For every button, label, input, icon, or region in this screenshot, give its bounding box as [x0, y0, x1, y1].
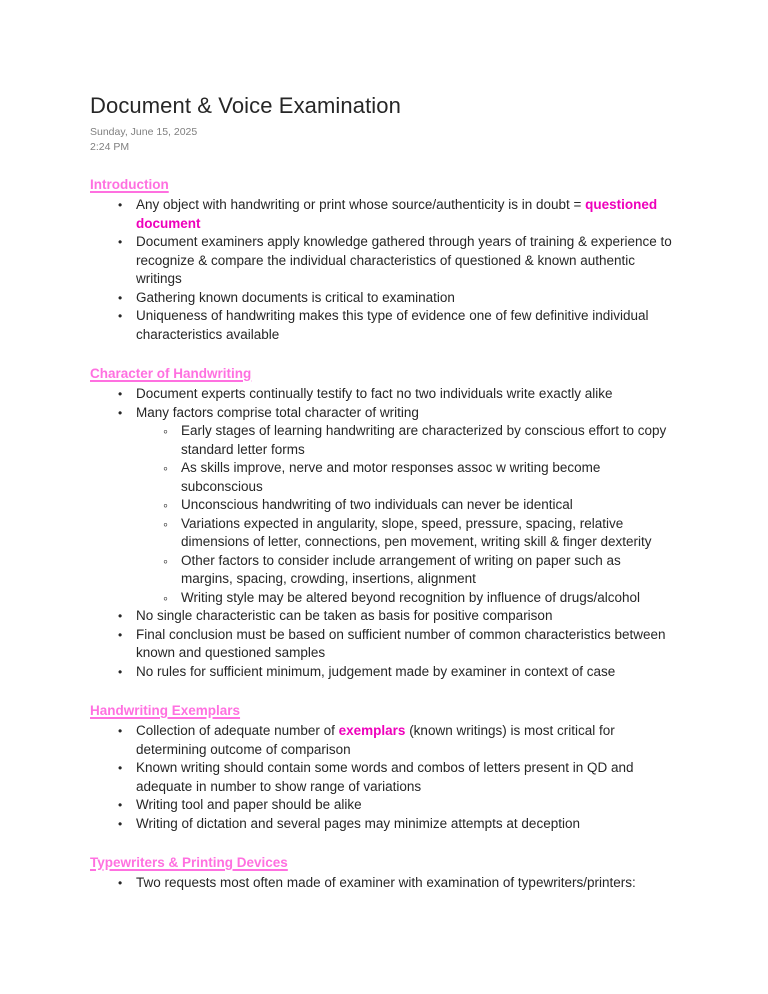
section — [90, 364, 676, 681]
bullet-list — [90, 874, 676, 893]
section-heading: Introduction — [90, 177, 169, 192]
note-date: Sunday, June 15, 2025 — [90, 126, 198, 138]
list-item-text — [136, 663, 676, 682]
list-item — [118, 663, 676, 682]
list-item-text — [136, 307, 676, 344]
text-segment: Uniqueness of handwriting makes this type of evidence one of few definitive individual characteristics available — [136, 308, 649, 342]
list-item — [118, 759, 676, 796]
bullet-level1-icon: • — [118, 235, 123, 249]
list-item-text — [136, 722, 676, 759]
list-item — [118, 607, 676, 626]
text-segment: Final conclusion must be based on sufficient number of common characteristics between known and questioned samples — [136, 626, 666, 660]
note-time: 2:24 PM — [90, 141, 130, 153]
list-item-text — [136, 289, 676, 308]
section — [90, 853, 676, 893]
list-item — [118, 404, 676, 423]
text-segment: Variations expected in angularity, slope, speed, pressure, spacing, relative dimensions of letter, connections, pen movement, writing skill & finger dexterity — [181, 515, 652, 549]
bullet-level1-icon: • — [118, 724, 123, 738]
bullet-level1-icon: • — [118, 664, 123, 679]
list-item — [118, 196, 676, 233]
section-heading: Character of Handwriting — [90, 366, 252, 381]
list-item — [118, 307, 676, 344]
bullet-level2-icon: ◦ — [163, 515, 168, 532]
section-heading: Handwriting Exemplars — [90, 703, 241, 718]
list-item-text — [136, 385, 676, 404]
text-segment: (known writings) is most critical for determining outcome of comparison — [136, 723, 615, 757]
list-item — [163, 422, 676, 459]
bullet-level1-icon: • — [118, 198, 123, 212]
list-item-text — [136, 874, 676, 893]
bullet-level1-icon: • — [118, 798, 123, 812]
list-item-text — [136, 607, 676, 626]
bullet-level2-icon: ◦ — [163, 497, 168, 513]
list-item-text — [136, 626, 676, 663]
text-segment: Gathering known documents is critical to examination — [136, 289, 455, 305]
list-item-text — [181, 552, 676, 589]
text-segment: Early stages of learning handwriting are characterized by conscious effort to copy standard letter forms — [181, 423, 667, 457]
note-body — [90, 175, 676, 893]
bullet-level1-icon: • — [118, 627, 123, 642]
section-heading: Typewriters & Printing Devices — [90, 855, 288, 870]
page-title: Document & Voice Examination — [90, 93, 401, 118]
highlighted-term: questioned document — [136, 197, 658, 231]
bullet-level1-icon: • — [118, 609, 123, 623]
list-item-text — [136, 796, 676, 815]
text-segment: Two requests most often made of examiner with examination of typewriters/printers: — [136, 875, 636, 890]
bullet-level2-icon: ◦ — [163, 552, 168, 569]
highlighted-term: exemplars — [338, 723, 406, 738]
bullet-level2-icon: ◦ — [163, 589, 168, 606]
text-segment: Collection of adequate number of — [136, 723, 339, 738]
text-segment: Unconscious handwriting of two individuals can never be identical — [181, 497, 573, 512]
text-segment: Known writing should contain some words and combos of letters present in QD and adequate in number to show range of variations — [136, 760, 634, 794]
list-item — [118, 874, 676, 893]
text-segment: Writing of dictation and several pages may minimize attempts at deception — [136, 815, 580, 831]
list-item-text — [181, 496, 676, 515]
note-meta — [90, 125, 676, 155]
list-item — [163, 552, 676, 589]
text-segment: No rules for sufficient minimum, judgement made by examiner in context of case — [136, 663, 616, 679]
list-item — [118, 722, 676, 759]
text-segment: Any object with handwriting or print whose source/authenticity is in doubt = — [136, 197, 586, 212]
bullet-level1-icon: • — [118, 876, 123, 890]
bullet-level1-icon: • — [118, 405, 123, 420]
bullet-level1-icon: • — [118, 290, 123, 305]
text-segment: Other factors to consider include arrangement of writing on paper such as margins, spacing, crowding, insertions, alignment — [181, 552, 621, 586]
bullet-level2-icon: ◦ — [163, 460, 168, 476]
section — [90, 175, 676, 344]
text-segment: No single characteristic can be taken as basis for positive comparison — [136, 608, 553, 623]
list-item-text — [136, 233, 676, 289]
bullet-list — [90, 196, 676, 344]
list-item — [118, 289, 676, 308]
text-segment: Document examiners apply knowledge gathered through years of training & experience to recognize & compare the individual characteristics of questioned & known authentic writings — [136, 234, 672, 286]
bullet-list — [90, 722, 676, 833]
bullet-level2-icon: ◦ — [163, 423, 168, 439]
list-item-text — [181, 422, 676, 459]
list-item — [163, 496, 676, 515]
list-item — [118, 233, 676, 289]
list-item — [118, 815, 676, 834]
list-item — [163, 589, 676, 608]
list-item — [118, 385, 676, 404]
list-item-text — [136, 759, 676, 796]
list-item — [118, 626, 676, 663]
bullet-level1-icon: • — [118, 309, 123, 323]
list-item-text — [181, 515, 676, 552]
list-item-text — [181, 459, 676, 496]
list-item — [163, 459, 676, 496]
list-item-text — [136, 815, 676, 834]
list-item-text — [181, 589, 676, 608]
list-item-text — [136, 404, 676, 423]
list-item — [163, 515, 676, 552]
text-segment: Many factors comprise total character of writing — [136, 404, 419, 420]
text-segment: Writing style may be altered beyond recognition by influence of drugs/alcohol — [181, 589, 641, 605]
bullet-level1-icon: • — [118, 761, 123, 775]
text-segment: As skills improve, nerve and motor responses assoc w writing become subconscious — [181, 460, 601, 494]
bullet-level1-icon: • — [118, 816, 123, 831]
text-segment: Document experts continually testify to fact no two individuals write exactly alike — [136, 386, 613, 401]
list-item — [118, 796, 676, 815]
text-segment: Writing tool and paper should be alike — [136, 797, 362, 812]
list-item-text — [136, 196, 676, 233]
bullet-list — [90, 385, 676, 681]
bullet-level1-icon: • — [118, 387, 123, 401]
section — [90, 701, 676, 833]
